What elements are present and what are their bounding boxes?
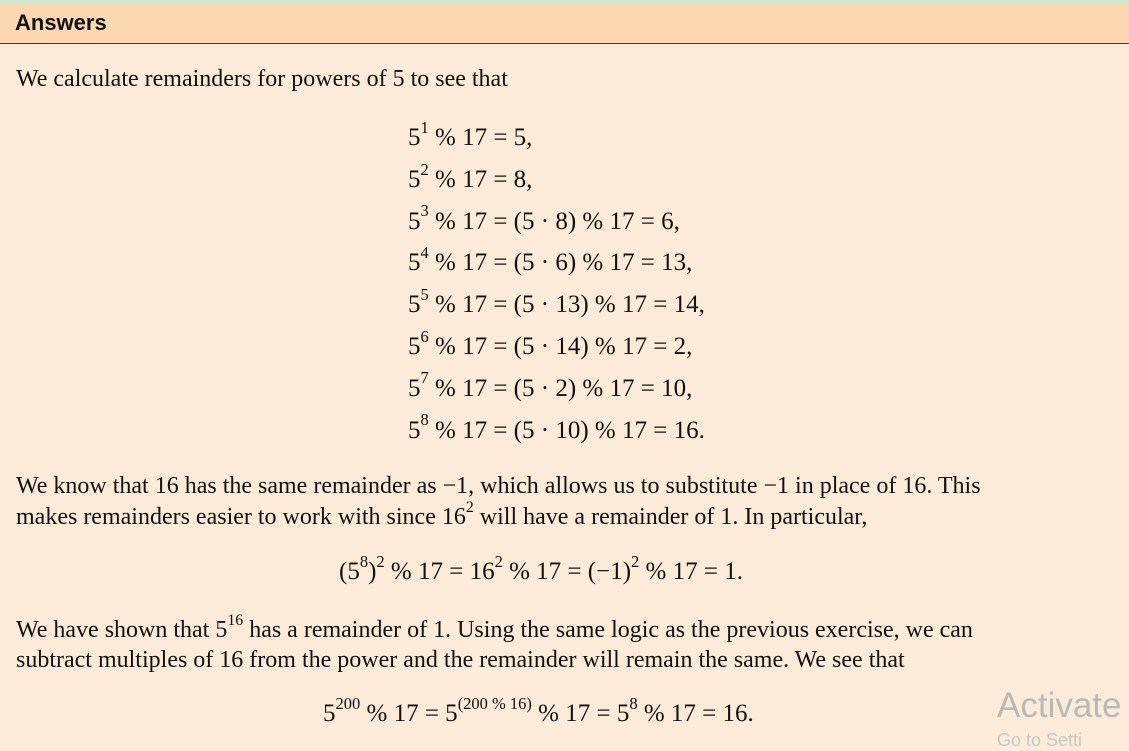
equation-line bbox=[408, 201, 705, 247]
math-number: 16 bbox=[154, 473, 179, 499]
math-part: % 17 = 5 bbox=[360, 700, 458, 727]
equation-rhs: % 17 = 5, bbox=[428, 124, 533, 151]
answers-header bbox=[0, 3, 1129, 44]
math-part: % 17 = (−1) bbox=[502, 558, 632, 585]
equation-base: 5 bbox=[408, 374, 421, 402]
substitution-paragraph-line-2 bbox=[16, 499, 868, 533]
display-equation-1 bbox=[339, 551, 743, 586]
conclusion-paragraph-line-1 bbox=[16, 612, 973, 646]
equation-base: 5 bbox=[408, 416, 421, 444]
substitution-paragraph-line-1 bbox=[16, 471, 981, 502]
equation-rhs: % 17 = (5 · 2) % 17 = 10, bbox=[428, 374, 693, 402]
equation-line bbox=[408, 326, 705, 372]
math-part: 5 bbox=[323, 700, 336, 727]
equation-base: 5 bbox=[408, 165, 421, 193]
equation-exponent: 4 bbox=[420, 243, 429, 263]
intro-base: 5 bbox=[392, 66, 405, 92]
paragraph-text: has the same remainder as bbox=[178, 473, 443, 499]
paragraph-text: We have shown that bbox=[16, 617, 216, 643]
paragraph-text: We know that bbox=[16, 473, 155, 499]
math-exponent: 2 bbox=[494, 551, 503, 571]
equation-base: 5 bbox=[408, 291, 421, 319]
equation-rhs: % 17 = (5 · 14) % 17 = 2, bbox=[428, 332, 693, 360]
math-exponent: 2 bbox=[465, 499, 474, 517]
header-title: Answers bbox=[15, 10, 107, 35]
math-exponent: 2 bbox=[631, 551, 640, 571]
paragraph-text: subtract multiples of 16 from the power and the remainder will remain the same. We see that bbox=[16, 647, 905, 673]
math-part: (5 bbox=[339, 558, 360, 585]
equation-line bbox=[408, 410, 705, 456]
equation-rhs: % 17 = (5 · 8) % 17 = 6, bbox=[428, 207, 680, 235]
equation-rhs: % 17 = (5 · 13) % 17 = 14, bbox=[428, 291, 705, 319]
equation-base: 5 bbox=[408, 332, 421, 360]
math-part: ) bbox=[368, 558, 377, 585]
equation-rhs: % 17 = 8, bbox=[428, 165, 533, 193]
equation-exponent: 2 bbox=[420, 159, 429, 179]
equation-rhs: % 17 = (5 · 6) % 17 = 13, bbox=[428, 249, 693, 277]
intro-paragraph bbox=[16, 64, 508, 95]
equation-exponent: 3 bbox=[420, 201, 429, 221]
equation-base: 5 bbox=[408, 207, 421, 235]
paragraph-text: makes remainders easier to work with since bbox=[16, 504, 442, 530]
paragraph-text: , which allows us to substitute bbox=[468, 473, 764, 499]
equation-exponent: 8 bbox=[420, 410, 429, 430]
math-exponent: 2 bbox=[376, 551, 385, 571]
math-part: % 17 = 1. bbox=[639, 558, 743, 585]
equation-line bbox=[408, 243, 705, 288]
math-exponent: 200 bbox=[335, 693, 361, 713]
math-base: 5 bbox=[215, 617, 228, 643]
equation-base: 5 bbox=[408, 249, 421, 277]
activation-watermark: Activate bbox=[997, 686, 1122, 725]
intro-text-after: to see that bbox=[404, 66, 508, 92]
equation-exponent: 7 bbox=[420, 368, 429, 388]
math-exponent: 8 bbox=[359, 551, 369, 571]
activation-watermark-subtitle: Go to Setti bbox=[997, 730, 1083, 750]
display-equation-2 bbox=[323, 693, 754, 728]
paragraph-text: will have a remainder of 1. In particular, bbox=[473, 504, 868, 530]
math-exponent: 8 bbox=[629, 693, 638, 713]
equation-exponent: 5 bbox=[420, 284, 429, 304]
math-number: −1 bbox=[763, 473, 790, 499]
paragraph-text: in place of 16. This bbox=[789, 473, 981, 499]
math-exponent: (200 % 16) bbox=[457, 693, 532, 713]
equation-line bbox=[408, 117, 705, 163]
math-exponent: 16 bbox=[227, 612, 244, 630]
conclusion-paragraph-line-2 bbox=[16, 645, 905, 676]
paragraph-text: has a remainder of 1. Using the same logic as the previous exercise, we can bbox=[243, 617, 973, 643]
math-part: % 17 = 16 bbox=[384, 558, 495, 585]
equation-line bbox=[408, 159, 705, 205]
equation-line bbox=[408, 368, 705, 414]
equation-base: 5 bbox=[408, 124, 421, 151]
math-number: −1 bbox=[442, 473, 469, 499]
intro-text-before: We calculate remainders for powers of bbox=[16, 66, 393, 92]
math-part: % 17 = 5 bbox=[531, 700, 630, 727]
equation-line bbox=[408, 284, 705, 330]
equation-exponent: 6 bbox=[420, 326, 429, 346]
math-part: % 17 = 16. bbox=[637, 700, 754, 727]
equation-list bbox=[408, 117, 705, 455]
math-base: 16 bbox=[441, 504, 466, 530]
equation-exponent: 1 bbox=[420, 117, 429, 137]
equation-rhs: % 17 = (5 · 10) % 17 = 16. bbox=[428, 416, 705, 444]
